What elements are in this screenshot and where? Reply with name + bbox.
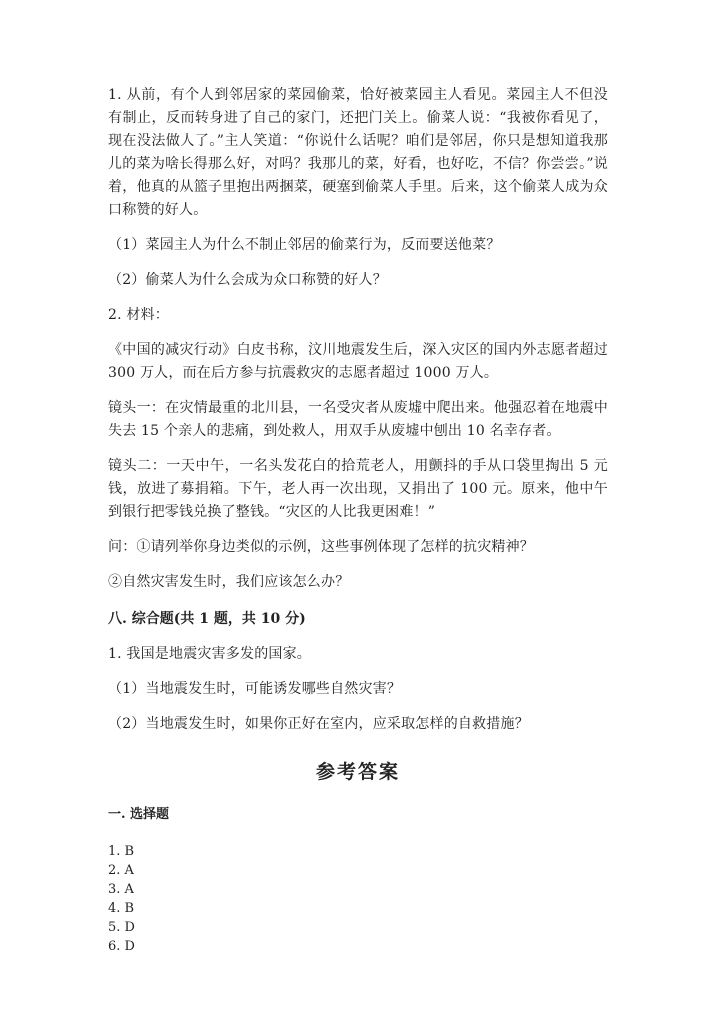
- answer-item: 5. D: [108, 920, 135, 935]
- answers-section-heading: 一. 选择题: [108, 807, 170, 822]
- answer-item: 6. D: [108, 939, 135, 954]
- answers-title: 参考答案: [315, 761, 400, 783]
- section-8-sub-1: （1）当地震发生时，可能诱发哪些自然灾害？: [108, 681, 402, 697]
- answer-item: 2. A: [108, 863, 134, 878]
- section-8-question-1: 1. 我国是地震灾害多发的国家。: [108, 646, 312, 662]
- question-2-label: 2. 材料：: [108, 307, 170, 323]
- answer-item: 1. B: [108, 844, 135, 859]
- question-2-shot-2: 镜头二：一天中午，一名头发花白的拾荒老人，用颤抖的手从口袋里掏出 5 元钱，放进了募捐箱。下午，老人再一次出现，又捐出了 100 元。原来，他中午到银行把零钱兑换了整钱。“灾区的人比我更困难！”: [108, 458, 608, 520]
- question-2-ask-1: 问：①请列举你身边类似的示例，这些事例体现了怎样的抗灾精神？: [108, 539, 534, 555]
- section-8-sub-2: （2）当地震发生时，如果你正好在室内，应采取怎样的自救措施？: [108, 716, 529, 732]
- answer-list: [108, 842, 608, 956]
- question-2-shot-1: 镜头一：在灾情最重的北川县，一名受灾者从废墟中爬出来。他强忍着在地震中失去 15 个亲人的悲痛，到处救人，用双手从废墟中刨出 10 名幸存者。: [108, 400, 608, 439]
- question-1-sub-1: （1）菜园主人为什么不制止邻居的偷菜行为，反而要送他菜？: [108, 237, 501, 253]
- question-1-passage: 1. 从前，有个人到邻居家的菜园偷菜，恰好被菜园主人看见。菜园主人不但没有制止，反而转身进了自己的家门，还把门关上。偷菜人说：“我被你看见了，现在没法做人了。”主人笑道：“你说什么话呢？咱们是邻居，你只是想知道我那儿的菜为啥长得那么好，对吗？我那儿的菜，好看，也好吃，不信？你尝尝。”说着，他真的从篮子里抱出两捆菜，硬塞到偷菜人手里。后来，这个偷菜人成为众口称赞的好人。: [108, 87, 608, 218]
- question-2-ask-2: ②自然灾害发生时，我们应该怎么办？: [108, 574, 350, 590]
- question-1-sub-2: （2）偷菜人为什么会成为众口称赞的好人？: [108, 272, 387, 288]
- answer-item: 4. B: [108, 901, 135, 916]
- section-8-heading: 八. 综合题(共 1 题，共 10 分): [108, 611, 306, 627]
- document-page: [108, 84, 608, 956]
- question-2-material: 《中国的减灾行动》白皮书称，汶川地震发生后，深入灾区的国内外志愿者超过 300 万人，而在后方参与抗震救灾的志愿者超过 1000 万人。: [108, 342, 608, 381]
- answer-item: 3. A: [108, 882, 134, 897]
